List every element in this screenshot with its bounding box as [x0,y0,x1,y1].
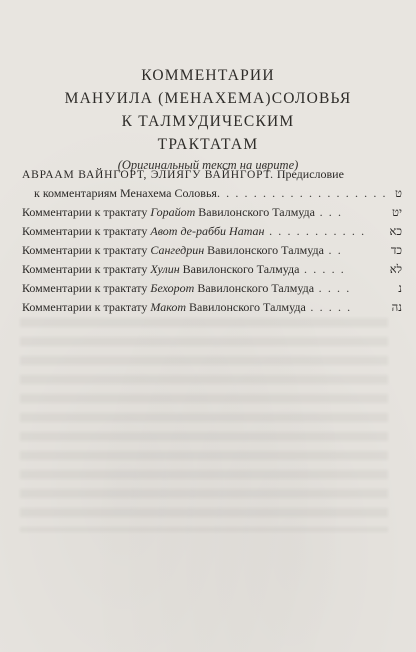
toc-entry-tractate: Бехорот [150,281,195,295]
toc-entry-label: к комментариям Менахема Соловья [34,186,217,200]
toc-entry-suffix: Вавилонского Талмуда [179,262,300,276]
toc-entry-suffix: Вавилонского Талмуда [186,300,306,314]
toc-entry [22,240,402,260]
toc-entry-tractate: Авот де-рабби Натан [150,224,265,238]
toc-leader-dots: . . . . . [305,300,352,314]
toc-leader-dots: . . . [314,205,343,219]
toc-entry-prefix: Комментарии к трактату [22,300,151,314]
toc-leader-dots: . . [323,243,343,257]
toc-page-number: כד [390,243,402,257]
toc-entry-title [22,297,352,317]
toc-entry-prefix: Комментарии к трактату [22,205,151,219]
toc-page-number: יט [392,205,402,219]
toc-entry-prefix: Комментарии к трактату [22,224,151,238]
toc-page-number: לא [389,262,402,276]
toc-entry [22,221,402,241]
toc-entry-title [22,221,366,241]
toc-entry-label: Предисловие [273,167,344,181]
show-through-text [20,318,388,532]
toc-entry [22,297,402,317]
toc-page-number: כא [389,224,402,238]
toc-leader-dots: . . . . . . . . . . . . . . . . . . . [216,186,388,200]
toc-entry-tractate: Макот [150,300,187,314]
toc-page-number: נ [398,281,402,295]
toc-entry-prefix: Комментарии к трактату [22,262,151,276]
toc-page-number: נה [391,300,402,314]
toc-entry-title [22,164,344,185]
toc-leader-dots: . . . . [314,281,351,295]
heading-line-2: МАНУИЛА (МЕНАХЕМА)СОЛОВЬЯ [64,90,352,107]
heading-line-4: ТРАКТАТАМ [157,136,259,153]
toc-entry [22,202,402,222]
toc-entry-suffix: Вавилонского Талмуда [204,243,324,257]
toc-entry-suffix: Вавилонского Талмуда [194,281,315,295]
heading-line-1: КОММЕНТАРИИ [141,67,275,84]
toc-entry-tractate: Горайот [150,205,196,219]
toc-entry-preface [22,164,402,184]
toc-entry-prefix: Комментарии к трактату [22,243,151,257]
toc-entry-title [22,240,342,260]
toc-entry-title [22,278,351,298]
toc-entry-title [34,183,387,203]
toc-entry-title [22,202,343,222]
toc-entry [22,259,402,279]
toc-entry [22,278,402,298]
toc-entry-tractate: Сангедрин [150,243,205,257]
toc-entry-prefix: Комментарии к трактату [22,281,151,295]
toc-entry-suffix: Вавилонского Талмуда [195,205,315,219]
toc-page-number: ט [395,186,402,200]
toc-entry-title [22,259,345,279]
toc-entry-tractate: Хулин [150,262,180,276]
heading-line-3: К ТАЛМУДИЧЕСКИМ [121,113,295,130]
toc-leader-dots: . . . . . [299,262,346,276]
toc-leader-dots: . . . . . . . . . . . [264,224,366,238]
subtitle: (Оригинальный текст на иврите) [117,158,299,172]
toc-entry-authors: АВРААМ ВАЙНГОРТ, ЭЛИЯГУ ВАЙНГОРТ. [22,169,274,181]
toc-entry-preface-continued [34,183,402,203]
